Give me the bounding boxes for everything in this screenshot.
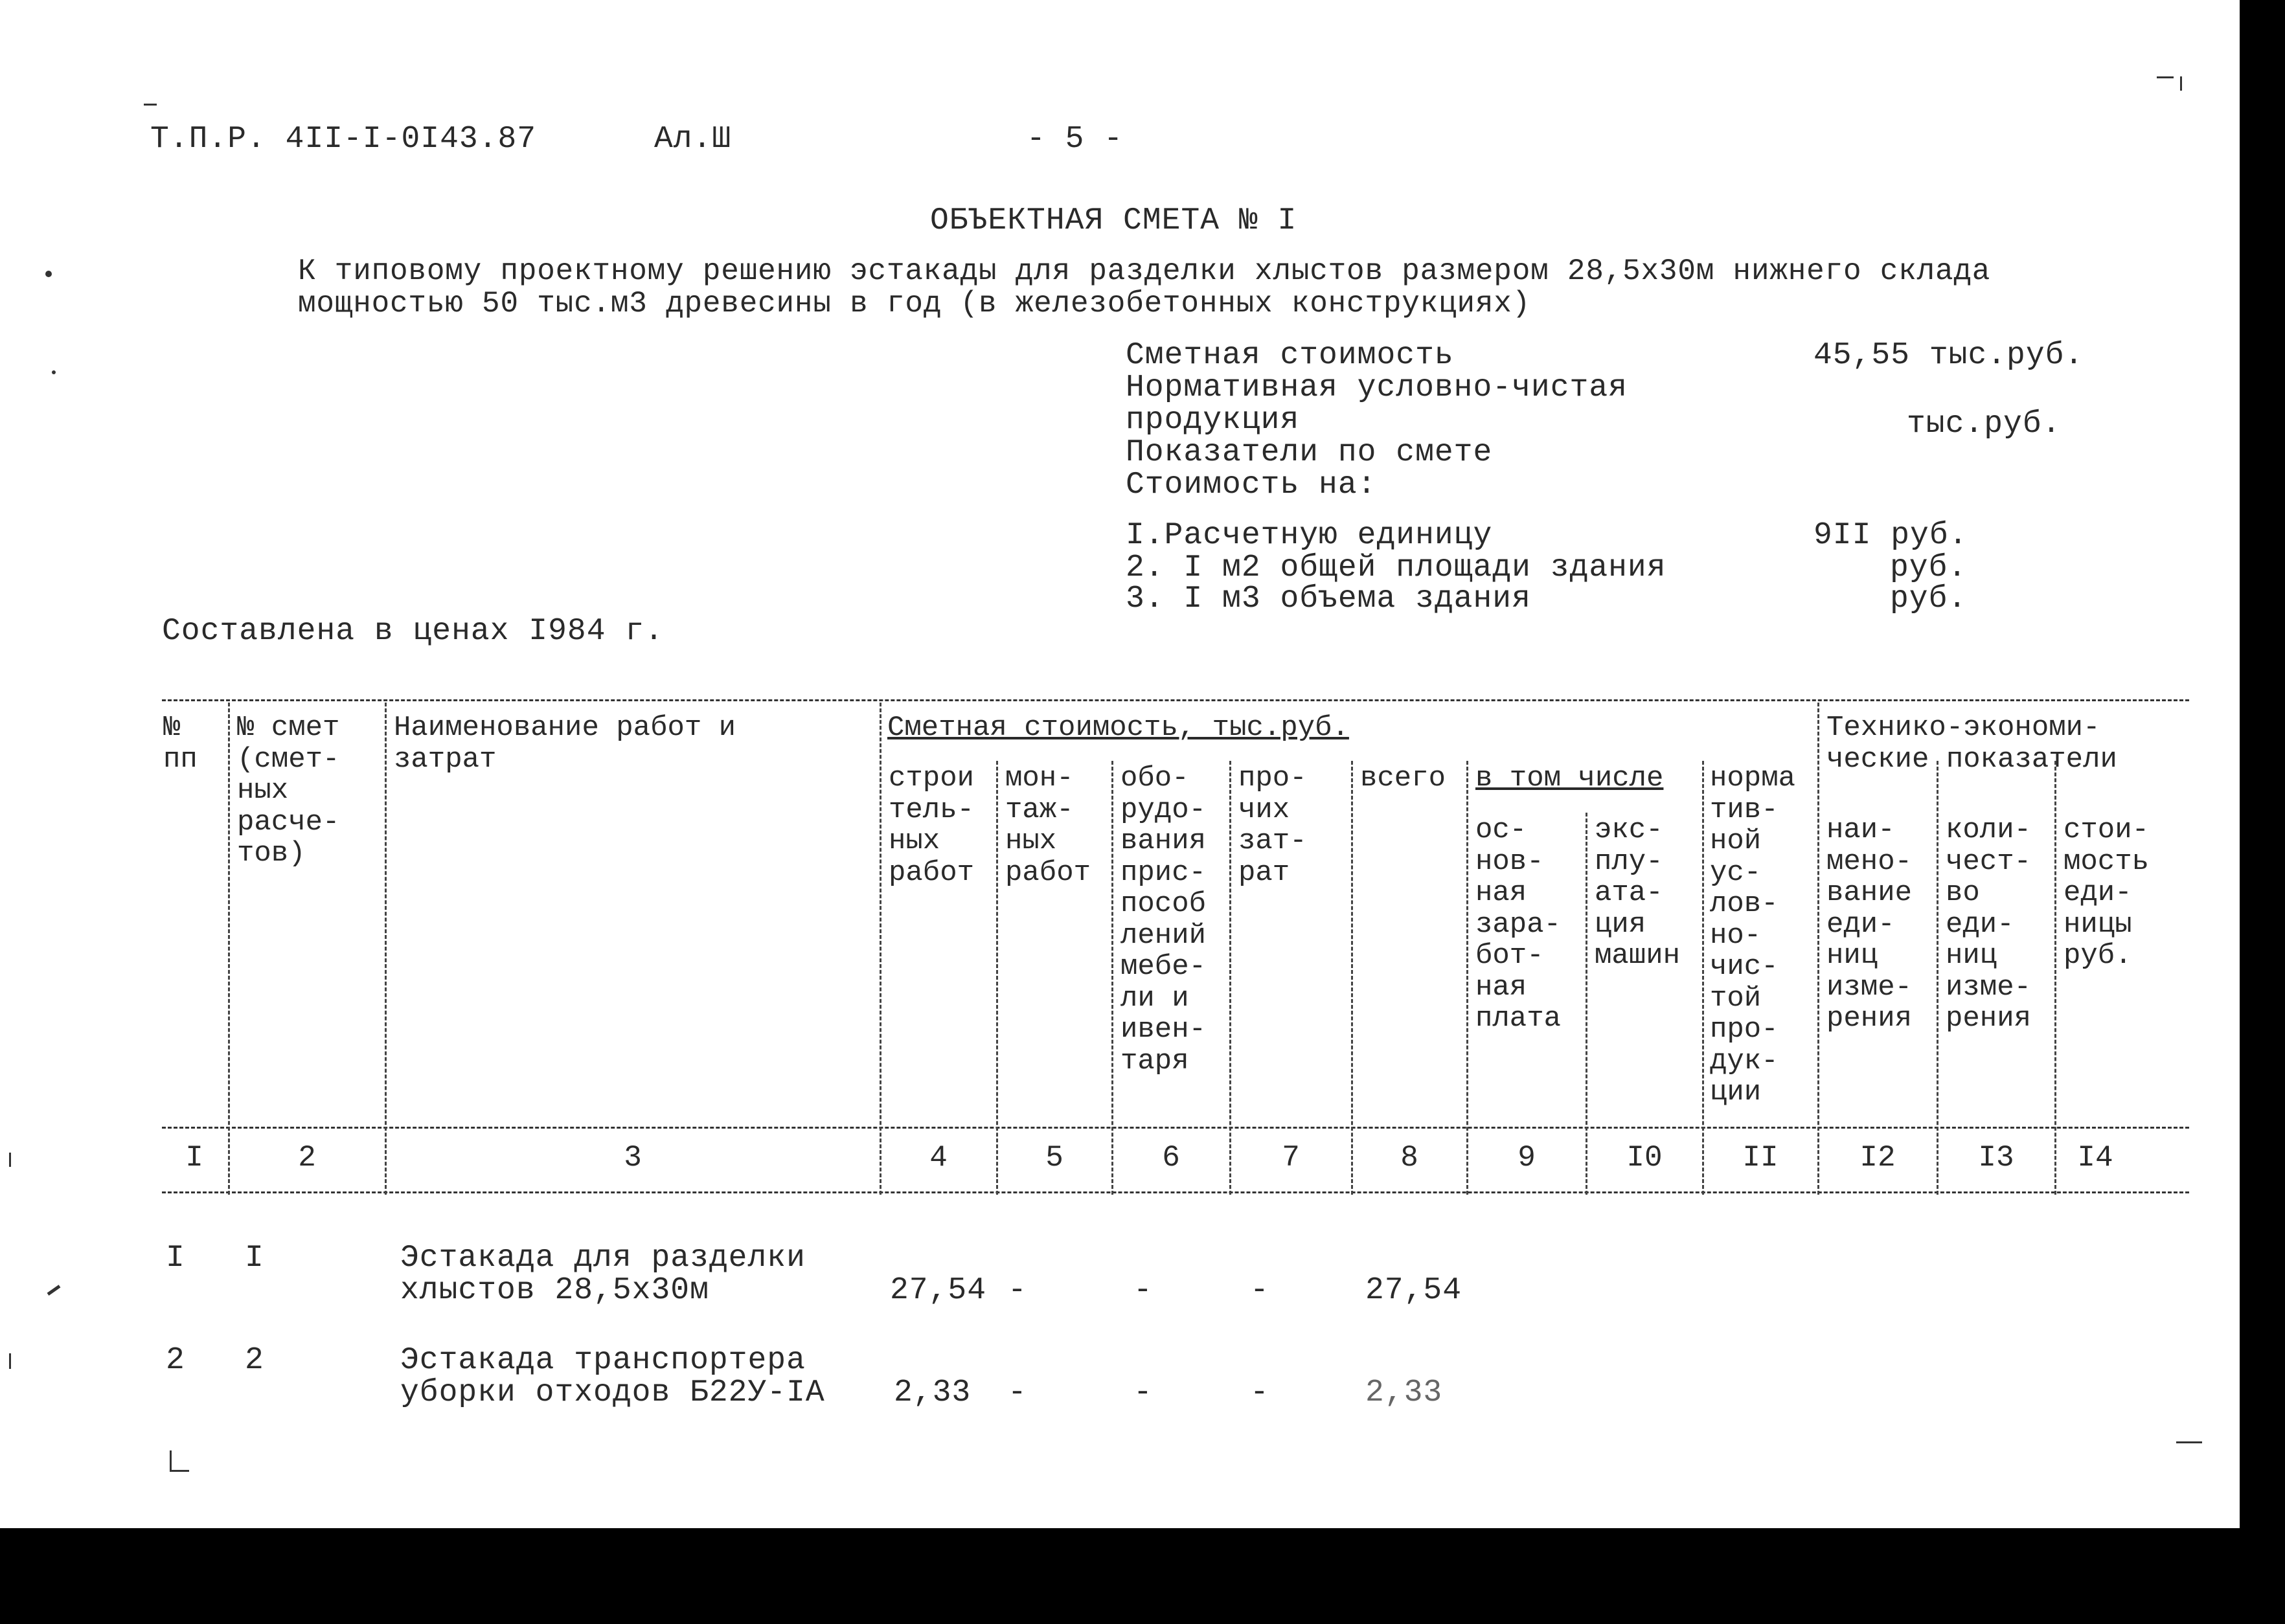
column-number: I3 xyxy=(1978,1141,2014,1175)
row-estimate-number: I xyxy=(245,1241,264,1276)
header-other-costs: про- чих зат- рат xyxy=(1238,762,1307,889)
row-name-line-1: Эстакада транспортера xyxy=(400,1343,806,1378)
indicators-label: Показатели по смете xyxy=(1126,435,1493,470)
header-total: всего xyxy=(1360,762,1446,795)
document-subtitle-line-2: мощностью 50 тыс.м3 древесины в год (в железобетонных конструкциях) xyxy=(298,287,1531,321)
norm-label-1: Нормативная условно-чистая xyxy=(1126,370,1628,405)
column-divider xyxy=(1586,813,1587,1195)
page-number: - 5 - xyxy=(1027,122,1124,157)
column-number: 9 xyxy=(1518,1141,1536,1175)
header-unit-cost: стои- мость еди- ницы руб. xyxy=(2063,814,2150,972)
indicator-value: руб. xyxy=(1890,550,1968,585)
norm-value: тыс.руб. xyxy=(1907,407,2062,442)
scan-mark xyxy=(2176,1441,2202,1443)
header-equipment: обо- рудо- вания прис- пособ лений мебе- ли и ивен- таря xyxy=(1120,762,1207,1077)
scan-mark xyxy=(52,370,56,374)
column-divider xyxy=(1351,761,1353,1195)
scan-mark xyxy=(2157,76,2174,78)
column-number: 4 xyxy=(929,1141,948,1175)
column-divider xyxy=(1466,761,1468,1195)
row-installation-cost: - xyxy=(1008,1375,1027,1410)
row-name-line-1: Эстакада для разделки xyxy=(400,1241,806,1276)
header-base-salary: ос- нов- ная зара- бот- ная плата xyxy=(1475,814,1562,1035)
doc-code: Т.П.Р. 4II-I-0I43.87 xyxy=(150,122,537,157)
row-construction-cost: 27,54 xyxy=(890,1273,987,1308)
column-number: 7 xyxy=(1282,1141,1300,1175)
header-estimated-cost-group: Сметная стоимость, тыс.руб. xyxy=(887,712,1349,744)
row-name-line-2: уборки отходов Б22У-IА xyxy=(400,1375,825,1410)
row-other-cost: - xyxy=(1250,1273,1269,1308)
indicator-label: I.Расчетную единицу xyxy=(1126,518,1493,553)
column-divider xyxy=(1702,761,1704,1195)
table-top-line xyxy=(162,699,2189,701)
header-unit-name: наи- мено- вание еди- ниц изме- рения xyxy=(1826,814,1913,1035)
header-work-name: Наименование работ и затрат xyxy=(394,712,736,776)
row-estimate-number: 2 xyxy=(245,1343,264,1378)
indicator-value: 9II руб. xyxy=(1813,518,1968,553)
cost-on-label: Стоимость на: xyxy=(1126,468,1377,502)
column-divider xyxy=(228,703,230,1195)
scan-mark xyxy=(47,1285,61,1296)
norm-label-2: продукция xyxy=(1126,403,1300,438)
row-name-line-2: хлыстов 28,5х30м xyxy=(400,1273,709,1308)
album-number: Ал.Ш xyxy=(654,122,732,157)
column-divider xyxy=(996,761,998,1195)
row-number: 2 xyxy=(166,1343,185,1378)
header-construction-works: строи тель- ных работ xyxy=(889,762,975,889)
column-number: I2 xyxy=(1859,1141,1896,1175)
header-including-group: в том числе xyxy=(1475,762,1664,795)
header-row-number: № пп xyxy=(163,712,198,776)
column-divider xyxy=(1817,703,1819,1195)
row-number: I xyxy=(166,1241,185,1276)
column-divider xyxy=(1937,761,1938,1195)
column-numbers-bottom-line xyxy=(162,1191,2189,1193)
document-subtitle-line-1: К типовому проектному решению эстакады для разделки хлыстов размером 28,5х30м нижнего склада xyxy=(298,254,1991,288)
header-normative-product: норма тив- ной ус- лов- но- чис- той про- дук- ции xyxy=(1710,762,1796,1109)
row-total-cost: 27,54 xyxy=(1365,1273,1462,1308)
column-divider xyxy=(1229,761,1231,1195)
column-number: 3 xyxy=(624,1141,642,1175)
document-title: ОБЪЕКТНАЯ СМЕТА № I xyxy=(930,203,1297,238)
header-bottom-line xyxy=(162,1127,2189,1129)
indicator-value: руб. xyxy=(1890,581,1968,616)
column-number: 2 xyxy=(298,1141,316,1175)
scan-mark xyxy=(170,1470,189,1472)
row-equipment-cost: - xyxy=(1133,1273,1153,1308)
header-installation-works: мон- таж- ных работ xyxy=(1005,762,1091,889)
row-other-cost: - xyxy=(1250,1375,1269,1410)
cost-label: Сметная стоимость xyxy=(1126,338,1454,373)
row-total-cost: 2,33 xyxy=(1365,1375,1443,1410)
column-divider xyxy=(1111,761,1113,1195)
scan-mark xyxy=(9,1153,11,1167)
column-number: II xyxy=(1742,1141,1779,1175)
column-number: 5 xyxy=(1045,1141,1063,1175)
column-number: I4 xyxy=(2077,1141,2113,1175)
column-divider xyxy=(385,703,387,1195)
header-machine-operation: экс- плу- ата- ция машин xyxy=(1595,814,1681,972)
prices-year: Составлена в ценах I984 г. xyxy=(162,614,664,649)
row-construction-cost: 2,33 xyxy=(894,1375,972,1410)
indicator-label: 2. I м2 общей площади здания xyxy=(1126,550,1666,585)
header-unit-quantity: коли- чест- во еди- ниц изме- рения xyxy=(1946,814,2032,1035)
scan-mark xyxy=(170,1450,172,1470)
scan-mark xyxy=(9,1353,11,1369)
column-number: I xyxy=(185,1141,203,1175)
indicator-label: 3. I м3 объема здания xyxy=(1126,581,1531,616)
row-equipment-cost: - xyxy=(1133,1375,1153,1410)
scan-mark xyxy=(144,104,157,106)
row-installation-cost: - xyxy=(1008,1273,1027,1308)
column-number: 6 xyxy=(1162,1141,1180,1175)
column-number: I0 xyxy=(1626,1141,1663,1175)
column-divider xyxy=(880,703,881,1195)
scan-mark xyxy=(2180,76,2182,91)
scan-mark xyxy=(45,271,52,277)
column-number: 8 xyxy=(1400,1141,1418,1175)
column-divider xyxy=(2054,761,2056,1195)
header-estimate-number: № смет (смет- ных расче- тов) xyxy=(237,712,340,870)
header-technical-economic-group: Технико-экономи- ческие показатели xyxy=(1826,712,2117,776)
cost-value: 45,55 тыс.руб. xyxy=(1813,338,2084,373)
